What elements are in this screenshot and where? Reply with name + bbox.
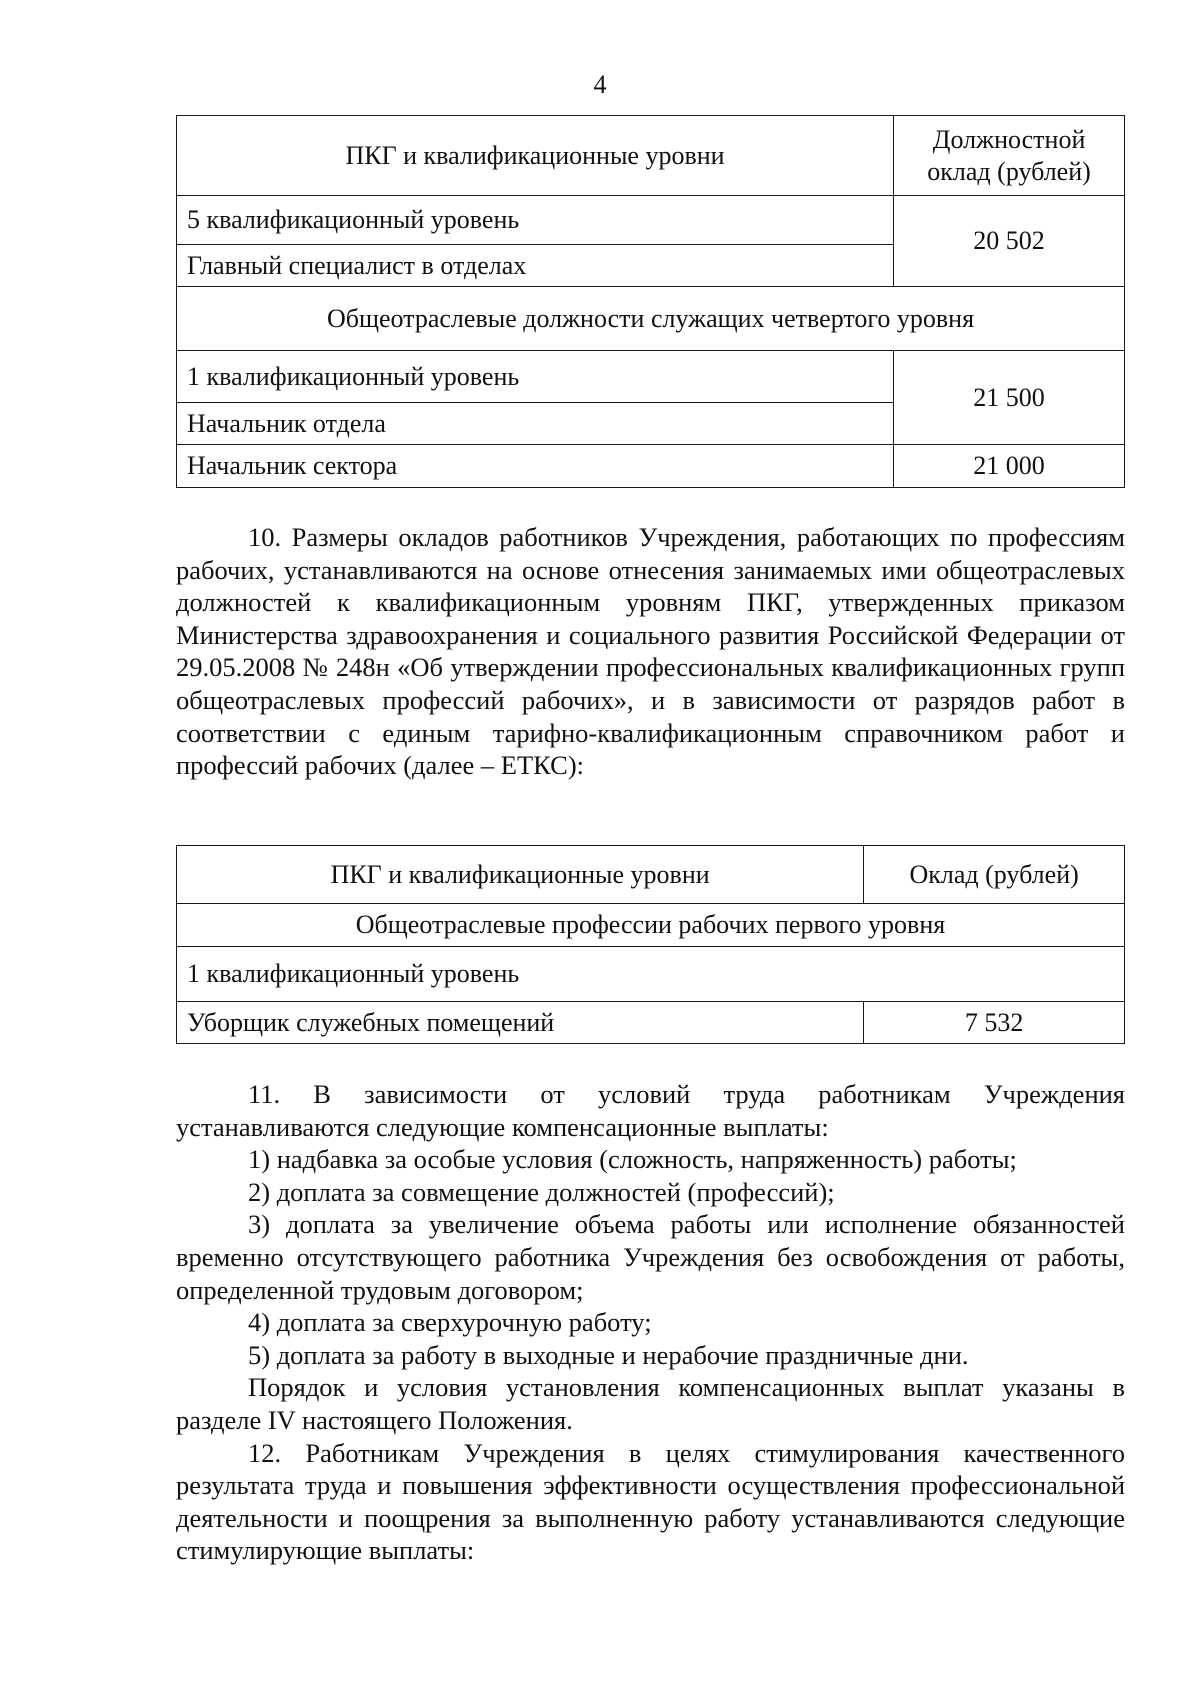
paragraph-block-11-12 [176,1078,1125,1567]
paragraph-11-intro: 11. В зависимости от условий труда работникам Учреждения устанавливаются следующие компенсационные выплаты: [176,1079,1125,1142]
paragraph-10-text: 10. Размеры окладов работников Учреждения, работающих по профессиям рабочих, устанавливаются на основе отнесения занимаемых ими общеотраслевых должностей к квалификационным уровням ПКГ, утвержденных приказом Министерства здравоохранения и социального развития Российской Федерации от 29.05.2008 № 248н «Об утверждении профессиональных квалификационных групп общеотраслевых профессий рабочих», и в зависимости от разрядов работ в соответствии с единым тарифно-квалификационным справочником работ и профессий рабочих (далее – ЕТКС): [176,522,1125,781]
table-header-row [177,116,1125,196]
table-section-row [177,904,1125,947]
salary-cell: 20 502 [894,196,1125,287]
header-salary: Оклад (рублей) [864,846,1125,904]
paragraph-10 [176,521,1125,782]
position-cell: Начальник отдела [177,403,894,445]
section-cell: Общеотраслевые профессии рабочих первого уровня [177,904,1125,947]
list-item: 4) доплата за сверхурочную работу; [248,1307,652,1338]
paragraph-11-order: Порядок и условия установления компенсационных выплат указаны в разделе IV настоящего Положения. [176,1372,1125,1435]
table-row [177,196,1125,245]
position-cell: Уборщик служебных помещений [177,1002,864,1044]
level-cell: 5 квалификационный уровень [177,196,894,245]
section-cell: Общеотраслевые должности служащих четвертого уровня [177,287,1125,351]
header-salary-line1: Должностной [932,124,1086,154]
list-item: 2) доплата за совмещение должностей (профессий); [248,1176,835,1207]
paragraph-12: 12. Работникам Учреждения в целях стимулирования качественного результата труда и повышения эффективности осуществления профессиональной деятельности и поощрения за выполненную работу устанавливаются следующие стимулирующие выплаты: [176,1437,1125,1566]
list-item: 3) доплата за увеличение объема работы или исполнение обязанностей временно отсутствующего работника Учреждения без освобождения от работы, определенной трудовым договором; [176,1209,1125,1305]
level-cell: 1 квалификационный уровень [177,947,1125,1002]
position-cell: Начальник сектора [177,445,894,488]
header-pkg-levels: ПКГ и квалификационные уровни [177,846,864,904]
header-pkg-levels: ПКГ и квалификационные уровни [177,116,894,196]
level-cell: 1 квалификационный уровень [177,351,894,403]
table-row [177,1002,1125,1044]
list-item: 5) доплата за работу в выходные и нерабочие праздничные дни. [248,1339,969,1370]
table-header-row [177,846,1125,904]
salary-cell: 21 500 [894,351,1125,445]
table-row [177,947,1125,1002]
list-item: 1) надбавка за особые условия (сложность, напряженность) работы; [248,1144,1017,1175]
salary-cell: 7 532 [864,1002,1125,1044]
page-number: 4 [593,70,607,99]
table-row [177,351,1125,403]
header-salary-line2: оклад (рублей) [927,156,1091,186]
table-row [177,445,1125,488]
salary-table-employees [176,115,1125,488]
salary-table-workers [176,845,1125,1044]
table-section-row [177,287,1125,351]
salary-cell: 21 000 [894,445,1125,488]
header-salary [894,116,1125,196]
position-cell: Главный специалист в отделах [177,245,894,287]
